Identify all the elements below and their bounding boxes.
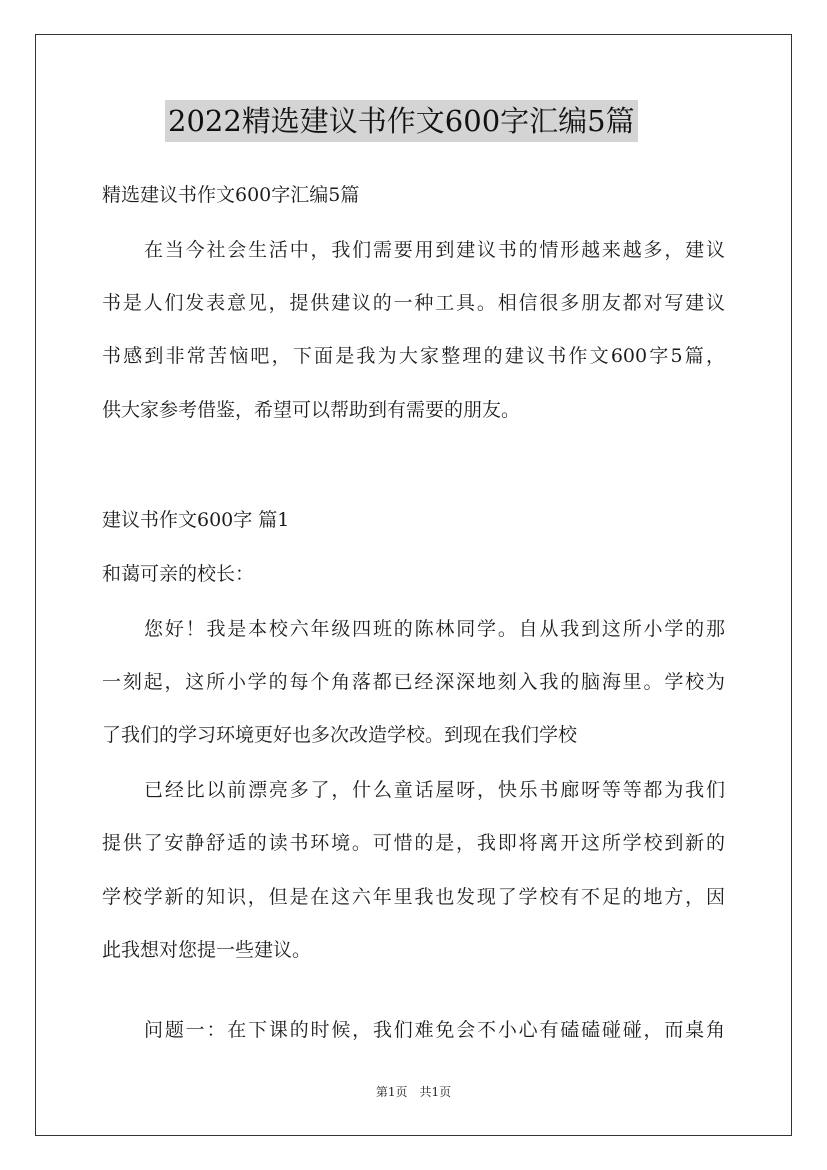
paragraph-2-line-1: 已经比以前漂亮多了，什么童话屋呀，快乐书廊呀等等都为我们 (144, 779, 725, 801)
page-footer (0, 1084, 827, 1100)
paragraph-1-line-1: 您好！我是本校六年级四班的陈林同学。自从我到这所小学的那 (144, 618, 725, 640)
document-title: 2022精选建议书作文600字汇编5篇 (165, 100, 638, 142)
intro-line-2: 书是人们发表意见，提供建议的一种工具。相信很多朋友都对写建议 (102, 292, 725, 314)
salutation: 和蔼可亲的校长： (102, 563, 255, 585)
page-number-total: 共1页 (419, 1085, 452, 1099)
paragraph-3-line-1: 问题一：在下课的时候，我们难免会不小心有磕磕碰碰，而桌角 (144, 1019, 725, 1041)
document-subtitle: 精选建议书作文600字汇编5篇 (102, 184, 360, 206)
intro-line-4: 供大家参考借鉴，希望可以帮助到有需要的朋友。 (102, 399, 521, 421)
paragraph-1-line-3: 了我们的学习环境更好也多次改造学校。到现在我们学校 (102, 724, 578, 746)
paragraph-2-line-2: 提供了安静舒适的读书环境。可惜的是，我即将离开这所学校到新的 (102, 832, 725, 854)
intro-line-1: 在当今社会生活中，我们需要用到建议书的情形越来越多，建议 (144, 239, 725, 261)
section-heading: 建议书作文600字 篇1 (102, 509, 290, 531)
intro-line-3: 书感到非常苦恼吧，下面是我为大家整理的建议书作文600字5篇， (102, 345, 725, 367)
page-number-current: 第1页 (375, 1085, 408, 1099)
paragraph-1-line-2: 一刻起，这所小学的每个角落都已经深深地刻入我的脑海里。学校为 (102, 671, 725, 693)
paragraph-2-line-4: 此我想对您提一些建议。 (102, 939, 312, 961)
paragraph-2-line-3: 学校学新的知识，但是在这六年里我也发现了学校有不足的地方，因 (102, 886, 725, 908)
